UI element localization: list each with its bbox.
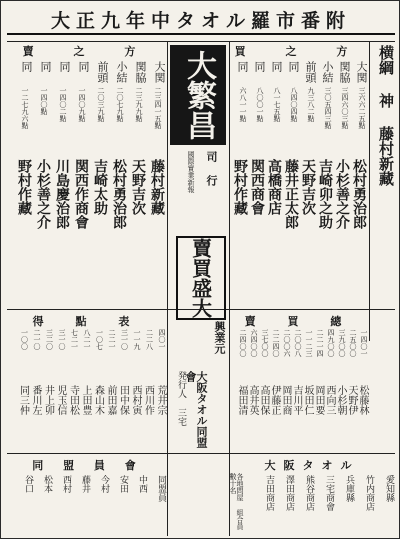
left-section-header: 賣 之 方	[22, 45, 154, 58]
points-value: 八一七五點	[273, 87, 281, 122]
rank-label: 同	[39, 61, 52, 72]
points-value: 一四〇點	[40, 87, 48, 115]
total-value: 二二四〇	[272, 329, 280, 357]
rank-label: 同	[77, 61, 90, 72]
total-value: 二〇〇八	[294, 329, 302, 357]
member-name: 松藤林	[357, 385, 368, 415]
points-value: 九三八二點	[307, 87, 315, 122]
member-name: 上田豊	[80, 385, 91, 415]
member-name: 伊藤正	[269, 385, 280, 415]
member-name: 天野伊	[346, 385, 357, 415]
footer-entry: 三宅商會	[324, 475, 334, 511]
publisher: 発行人 三宅	[176, 371, 186, 426]
footer-entry: 竹内商店	[364, 475, 374, 511]
total-value: 二二八	[145, 329, 154, 350]
organizer-label: 興業元	[213, 321, 226, 354]
seal-stamp: 賣買盛大	[176, 236, 226, 320]
footer-entry: 西村	[61, 475, 71, 493]
points-value: 一四〇九點	[78, 87, 86, 122]
wrestler-name: 松村勇治郎	[111, 159, 127, 229]
points-value: 二〇三九點	[97, 87, 105, 122]
member-name: 番川左	[30, 385, 41, 415]
total-value: 二〇〇六	[283, 329, 291, 357]
divider	[369, 41, 370, 341]
total-value: 七二一	[70, 329, 79, 350]
member-name: 高田保	[258, 385, 269, 415]
total-value: 二五〇〇	[349, 329, 357, 357]
wrestler-name: 野村作藏	[232, 159, 248, 215]
total-value: 一〇〇	[20, 329, 29, 350]
total-value: 二一〇	[33, 329, 41, 350]
divider	[7, 41, 395, 42]
points-value: 八〇〇一點	[256, 87, 264, 122]
rank-label: 前頭	[96, 61, 109, 83]
admin-label: 司 行	[205, 151, 218, 186]
rank-label: 関脇	[338, 61, 351, 83]
banner-daihanjo: 大繁昌	[170, 45, 226, 145]
sekiwake-right-header: 賣 買 總	[244, 315, 356, 328]
total-value: 八二一	[83, 329, 91, 350]
member-name: 高井英	[247, 385, 258, 415]
total-value: 一四〇一	[360, 329, 368, 357]
rank-label: 同	[270, 61, 283, 72]
member-name: 児玉信	[55, 385, 66, 415]
rank-label: 同	[58, 61, 71, 72]
total-value: 三一〇	[58, 329, 66, 350]
footer-entry: 熊谷商店	[304, 475, 314, 511]
wrestler-name: 高橋商店	[266, 159, 282, 215]
rank-label: 同	[253, 61, 266, 72]
wrestler-name: 関西作商會	[73, 159, 89, 229]
points-value: 二三四一五點	[154, 87, 162, 129]
points-value: 二三九九點	[135, 87, 143, 122]
wrestler-name: 藤井正太郎	[283, 159, 299, 229]
rank-label: 小結	[115, 61, 128, 83]
total-value: 三九〇〇	[338, 329, 346, 357]
wrestler-name: 天野吉次	[130, 159, 146, 215]
footer-entry: 松本	[42, 475, 52, 493]
wrestler-name: 小杉善之介	[35, 159, 51, 229]
wrestler-name: 天野吉次	[300, 159, 316, 215]
footer-entry: 藤井	[80, 475, 90, 493]
divider	[229, 41, 230, 536]
footer-entry: 愛知縣	[384, 475, 394, 502]
rank-label: 関脇	[134, 61, 147, 83]
points-value: 三〇五四三點	[324, 87, 332, 129]
footer-entry: 吉田商店	[264, 475, 274, 511]
member-name: 西村寅	[130, 385, 141, 415]
page-title: 大正九年中タオル羅市番附	[7, 5, 395, 35]
admin-name: 國際實業新報	[187, 151, 195, 193]
member-name: 森山木	[92, 385, 104, 415]
right-section-header: 買 之 方	[234, 45, 366, 58]
member-name: 寺田松	[67, 385, 79, 415]
total-value: 三七〇〇	[261, 329, 269, 357]
yokozuna-column: 横綱 神 藤村新藏	[377, 45, 395, 186]
member-name: 荒井宗	[155, 385, 166, 415]
wrestler-name: 吉崎卯之助	[317, 159, 333, 229]
footer-entry: 中西	[137, 475, 147, 493]
member-name: 吉川平	[291, 385, 302, 415]
points-value: 六八一一點	[239, 87, 247, 122]
organizer-name: 大阪タオル同盟會	[184, 371, 208, 448]
points-value: 一二七九六點	[21, 87, 29, 129]
total-value: 三二〇	[45, 329, 54, 350]
total-value: 二四〇〇	[239, 329, 247, 357]
footer-entry: 安田	[118, 475, 128, 493]
member-name: 福田清	[236, 385, 247, 415]
wrestler-name: 藤村新藏	[149, 159, 165, 215]
rank-label: 前頭	[304, 61, 317, 83]
points-value: 二〇七九點	[116, 87, 124, 122]
member-name: 岡田要	[313, 385, 324, 415]
member-name: 西向三	[324, 385, 335, 415]
wrestler-name: 川島慶治郎	[54, 159, 70, 229]
footer-entry: 谷口	[23, 475, 33, 493]
footer-entry: 同盟員	[156, 475, 166, 502]
wrestler-name: 吉崎太助	[92, 159, 108, 215]
total-value: 四九〇〇	[327, 329, 335, 357]
member-name: 同三仲	[17, 385, 29, 415]
total-value: 六四〇〇	[250, 329, 258, 357]
rank-label: 大関	[153, 61, 166, 83]
member-name: 田中保	[117, 385, 129, 415]
points-value: 八四〇四點	[290, 87, 298, 122]
total-value: 一一二三	[305, 329, 313, 357]
member-name: 小杉朝	[335, 385, 346, 415]
footer-entry: 今村	[99, 475, 109, 493]
rank-label: 小結	[321, 61, 334, 83]
member-name: 岡田商	[280, 385, 291, 415]
member-name: 西川作	[142, 385, 154, 415]
points-value: 三六六二五點	[358, 87, 366, 129]
wrestler-name: 関西商會	[249, 159, 265, 215]
member-name: 前田嘉	[105, 385, 116, 415]
rank-label: 同	[287, 61, 300, 72]
total-value: 四〇一	[158, 329, 166, 350]
wrestler-name: 松村勇治郎	[351, 159, 367, 229]
total-value: 三一〇	[120, 329, 129, 350]
points-value: 一四〇二點	[59, 87, 67, 122]
total-value: 一〇七	[95, 329, 104, 350]
wrestler-name: 野村作藏	[16, 159, 32, 215]
divider	[167, 41, 168, 536]
total-value: 一一九	[133, 329, 141, 350]
rank-label: 大関	[355, 61, 368, 83]
member-name: 坂田仁	[302, 385, 313, 415]
member-name: 井上卯	[42, 385, 54, 415]
bottom-left-title: 同 盟 員 會	[32, 459, 144, 472]
points-value: 三四六〇三點	[341, 87, 349, 129]
bottom-right-title: 大阪タオル	[264, 459, 360, 472]
total-value: 二二一	[108, 329, 116, 350]
notes: 各地問屋 組合員 數十名	[229, 473, 244, 530]
footer-entry: 澤田商店	[284, 475, 294, 511]
rank-label: 同	[236, 61, 249, 72]
wrestler-name: 小杉善之介	[334, 159, 350, 229]
sekiwake-left-header: 得 點 表	[32, 315, 144, 328]
footer-entry: 兵庫縣	[344, 475, 354, 502]
total-value: 二二一四	[316, 329, 324, 357]
rank-label: 同	[20, 61, 33, 72]
divider	[7, 453, 395, 454]
